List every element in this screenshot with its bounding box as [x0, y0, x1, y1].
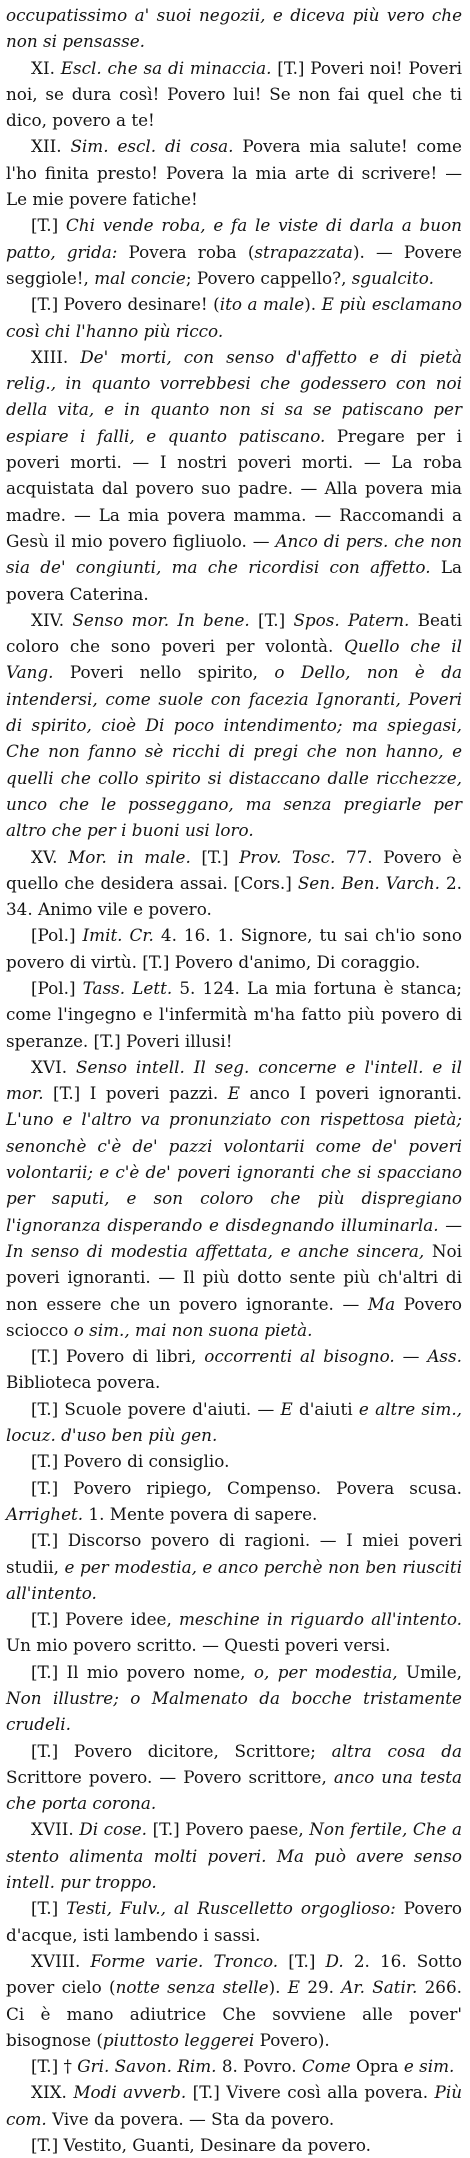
- text-run: XII.: [31, 136, 71, 157]
- text-run: Povero sciocco: [6, 1293, 462, 1340]
- text-run: XV.: [31, 846, 69, 867]
- text-run: [T.] Povero dicitore, Scrittore;: [31, 1740, 332, 1761]
- text-run: [Pol.]: [31, 977, 83, 998]
- text-run: Opra: [350, 2056, 404, 2077]
- text-run: [T.] Povero ripiego, Compenso. Povera scusa.: [31, 1477, 462, 1498]
- text-run: 4. 16. 1. Signore, tu sai ch'io sono povero di virtù. [T.] Povero d'animo, Di coraggio.: [6, 925, 462, 972]
- italic-run: ito a male: [219, 294, 305, 315]
- text-run: [T.] Povero di consiglio.: [31, 1451, 230, 1472]
- sense-xix-vestito: [6, 2132, 462, 2158]
- text-run: ).: [268, 1977, 288, 1998]
- text-run: anco I poveri ignoranti.: [239, 1083, 462, 1104]
- text-run: 266. Ci è mano adiutrice Che sovviene alle pover' bisognose (: [6, 1977, 462, 2050]
- text-run: [T.]: [278, 1950, 326, 1971]
- text-run: 77. Povero è quello che desidera assai. [Cors.]: [6, 846, 462, 893]
- text-run: Poveri nello spirito,: [53, 662, 275, 683]
- text-run: [T.] Scuole povere d'aiuti. —: [31, 1398, 281, 1419]
- text-run: 8. Povro.: [216, 2056, 302, 2077]
- sense-xvi-scuole: [6, 1396, 462, 1449]
- text-run: [T.] Poveri noi! Poveri noi, se dura così! Povero lui! Se non fai quel che ti dico, povero a te!: [6, 57, 462, 131]
- paragraph-continuation: [6, 2, 462, 55]
- italic-run: D.: [325, 1950, 344, 1971]
- italic-run: Testi, Fulv., al Ruscelletto orgoglioso:: [66, 1898, 396, 1919]
- text-run: XIII.: [31, 346, 81, 367]
- sense-xv-tass: [6, 975, 462, 1054]
- italic-run: E: [280, 1398, 293, 1419]
- italic-run: e sim.: [403, 2056, 455, 2077]
- italic-run: Mor. in male.: [68, 846, 191, 867]
- italic-run: E più esclamano così chi l'hanno più ricco.: [6, 294, 462, 341]
- italic-run: Prov. Tosc.: [239, 846, 336, 867]
- text-run: [T.] Vivere così alla povera.: [186, 2082, 435, 2103]
- italic-run: Spos. Patern.: [293, 609, 410, 630]
- text-run: ). — Povere seggiole!,: [6, 241, 462, 288]
- text-run: Povero).: [254, 2029, 330, 2050]
- text-run: XI.: [31, 57, 61, 78]
- italic-run: Ar. Satir.: [341, 1977, 418, 1998]
- text-run: [T.] Povero paese,: [147, 1819, 310, 1840]
- text-run: [T.] Discorso povero di ragioni. — I miei poveri studii,: [6, 1530, 462, 1577]
- italic-run: altra cosa da: [331, 1740, 462, 1761]
- italic-run: Più com.: [6, 2082, 462, 2129]
- italic-run: De' morti, con senso d'affetto e di pietà relig., in quanto vorrebbesi che godessero con noi della vita, e in quanto non si sa se patiscano per espiare i falli, e quanto patiscano.: [6, 346, 462, 446]
- italic-run: Imit. Cr.: [82, 925, 154, 946]
- text-run: —: [394, 1346, 428, 1367]
- italic-run: o Dello, non è da intendersi, come suole con facezia Ignoranti, Poveri di spirito, cioè Di poco intendimento; ma spiegasi, Che non fanno sè ricchi di pregi che non hanno, e quelli che collo spirito si distaccano dalle ricchezze, unco che le posseggano, ma senza pregiarle per altro che per i buoni usi loro.: [6, 662, 462, 841]
- text-run: [T.]: [190, 846, 240, 867]
- sense-xvi-dicitore: [6, 1738, 462, 1817]
- text-run: [T.] †: [31, 2056, 78, 2077]
- italic-run: occupatissimo a' suoi negozii, e diceva più vero che non si pensasse.: [6, 5, 462, 52]
- italic-run: Non fertile, Che a stento alimenta molti poveri. Ma può avere senso intell. pur troppo.: [6, 1819, 462, 1893]
- text-run: 2. 16. Sotto pover cielo (: [6, 1950, 462, 1998]
- italic-run: meschine in riguardo all'intento.: [178, 1609, 463, 1630]
- sense-xiv: [6, 607, 462, 844]
- italic-run: mal concie: [94, 267, 186, 288]
- italic-run: Tass. Lett.: [82, 977, 173, 998]
- italic-run: Quello che il Vang.: [6, 636, 463, 683]
- italic-run: E: [227, 1083, 240, 1104]
- sense-xvi-libri: [6, 1343, 462, 1396]
- text-run: [Pol.]: [31, 925, 83, 946]
- text-run: [T.] Povero desinare! (: [31, 294, 220, 315]
- sense-xix: [6, 2079, 462, 2132]
- italic-run: E: [287, 1977, 301, 1998]
- text-run: ).: [304, 294, 322, 315]
- sense-xii: [6, 133, 462, 212]
- italic-run: Arrighet.: [6, 1503, 84, 1524]
- italic-run: Sen. Ben. Varch.: [297, 872, 440, 893]
- italic-run: L'uno e l'altro va pronunziato con rispettosa pietà; senonchè c'è de' pazzi volontarii come de' poveri volontarii; e c'è de' poveri ignoranti che si spacciano per saputi, e son coloro che più dispregiano l'ignoranza disperando e disdegnando illuminarla. — In senso di modestia affettata, e anche sincera,: [6, 1109, 462, 1261]
- italic-run: Forme varie. Tronco.: [90, 1950, 279, 1971]
- sense-xvii-testi: [6, 1895, 462, 1948]
- italic-run: Chi vende roba, e fa le viste di darla a buon patto, grida:: [6, 215, 462, 262]
- text-run: Povera roba (: [117, 241, 255, 262]
- text-run: [T.]: [31, 215, 66, 236]
- text-run: 1. Mente povera di sapere.: [83, 1503, 318, 1524]
- text-run: XVIII.: [31, 1950, 91, 1971]
- sense-xvii: [6, 1816, 462, 1895]
- text-run: 5. 124. La mia fortuna è stanca; come l'ingegno e l'infermità m'ha fatto più povero di speranze. [T.] Poveri illusi!: [6, 977, 462, 1051]
- text-run: ; Povero cappello?,: [185, 267, 352, 288]
- text-run: XIX.: [31, 2082, 74, 2103]
- text-run: La povera Caterina.: [6, 557, 462, 604]
- text-run: XVII.: [31, 1819, 80, 1840]
- text-run: XIV.: [31, 609, 73, 630]
- text-run: [T.] Il mio povero nome,: [31, 1661, 254, 1682]
- italic-run: Anco di pers. che non sia de' congiunti, ma che ricordisi con affetto.: [6, 530, 463, 578]
- sense-xii-vendor: [6, 212, 462, 291]
- text-run: [T.] Povere idee,: [31, 1609, 179, 1630]
- italic-run: Di cose.: [79, 1819, 147, 1840]
- italic-run: Gri. Savon. Rim.: [77, 2056, 217, 2077]
- text-run: [T.] Povero di libri,: [31, 1346, 205, 1367]
- text-run: 29.: [300, 1977, 342, 1998]
- italic-run: o, per modestia,: [253, 1661, 398, 1682]
- italic-run: Ma: [367, 1293, 396, 1314]
- text-run: Pregare per i poveri morti. — I nostri poveri morti. — La roba acquistata dal povero suo padre. — Alla povera mia madre. — La mia povera mamma. — Raccomandi a Gesù il mio povero figliuolo. —: [6, 425, 462, 551]
- text-run: [T.]: [249, 609, 294, 630]
- italic-run: sgualcito.: [351, 267, 434, 288]
- sense-xviii: [6, 1948, 462, 2053]
- sense-xi: [6, 55, 462, 134]
- text-run: Biblioteca povera.: [6, 1372, 161, 1393]
- sense-xvi-consiglio: [6, 1448, 462, 1474]
- sense-xvi: [6, 1054, 462, 1343]
- text-run: 2. 34. Animo vile e povero.: [6, 872, 462, 920]
- text-run: Noi poveri ignoranti. — Il più dotto sente più ch'altri di non essere che un povero ignorante. —: [6, 1240, 462, 1314]
- italic-run: Non illustre; o Malmenato da bocche tristamente crudeli.: [6, 1688, 462, 1735]
- italic-run: Come: [301, 2056, 351, 2077]
- sense-xv-imit: [6, 922, 462, 975]
- text-run: XVI.: [31, 1056, 76, 1077]
- italic-run: notte senza stelle: [115, 1977, 269, 1998]
- sense-xii-desinare: [6, 291, 462, 344]
- text-run: Umile,: [397, 1661, 462, 1682]
- text-run: [T.]: [31, 1898, 67, 1919]
- italic-run: Sim. escl. di cosa.: [70, 136, 234, 157]
- italic-run: occorrenti al bisogno.: [204, 1346, 395, 1367]
- text-run: Vive da povera. — Sta da povero.: [46, 2108, 335, 2129]
- text-run: [T.] I poveri pazzi.: [43, 1083, 228, 1104]
- text-run: d'aiuti: [292, 1398, 359, 1419]
- italic-run: strapazzata: [254, 241, 353, 262]
- text-run: Beati coloro che sono poveri per volontà.: [6, 609, 462, 657]
- sense-xvi-nome: [6, 1659, 462, 1738]
- text-run: Scrittore povero. — Povero scrittore,: [6, 1766, 334, 1787]
- sense-xvi-discorso: [6, 1527, 462, 1606]
- italic-run: e per modestia, e anco perchè non ben riusciti all'intento.: [6, 1556, 463, 1603]
- italic-run: anco una testa che porta corona.: [6, 1766, 462, 1814]
- sense-xvi-idee: [6, 1606, 462, 1659]
- italic-run: Senso mor. In bene.: [72, 609, 250, 630]
- text-run: Un mio povero scritto. — Questi poveri versi.: [6, 1635, 391, 1656]
- italic-run: Senso intell. Il seg. concerne e l'intell. e il mor.: [6, 1056, 462, 1104]
- italic-run: e altre sim., locuz. d'uso ben più gen.: [6, 1398, 462, 1446]
- sense-xv: [6, 844, 462, 923]
- sense-xiii: [6, 344, 462, 607]
- text-run: [T.] Vestito, Guanti, Desinare da povero.: [31, 2135, 372, 2156]
- italic-run: Ass.: [427, 1346, 462, 1367]
- text-run: Povero d'acque, isti lambendo i sassi.: [6, 1898, 462, 1945]
- italic-run: Modi avverb.: [73, 2082, 187, 2103]
- sense-xvi-ripiego: [6, 1475, 462, 1528]
- text-run: Povera mia salute! come l'ho finita presto! Povera la mia arte di scrivere! — Le mie povere fatiche!: [6, 136, 462, 210]
- sense-xviii-savon: [6, 2053, 462, 2079]
- italic-run: piuttosto leggerei: [102, 2029, 255, 2050]
- italic-run: Escl. che sa di minaccia.: [60, 57, 272, 78]
- italic-run: o sim., mai non suona pietà.: [73, 1319, 313, 1340]
